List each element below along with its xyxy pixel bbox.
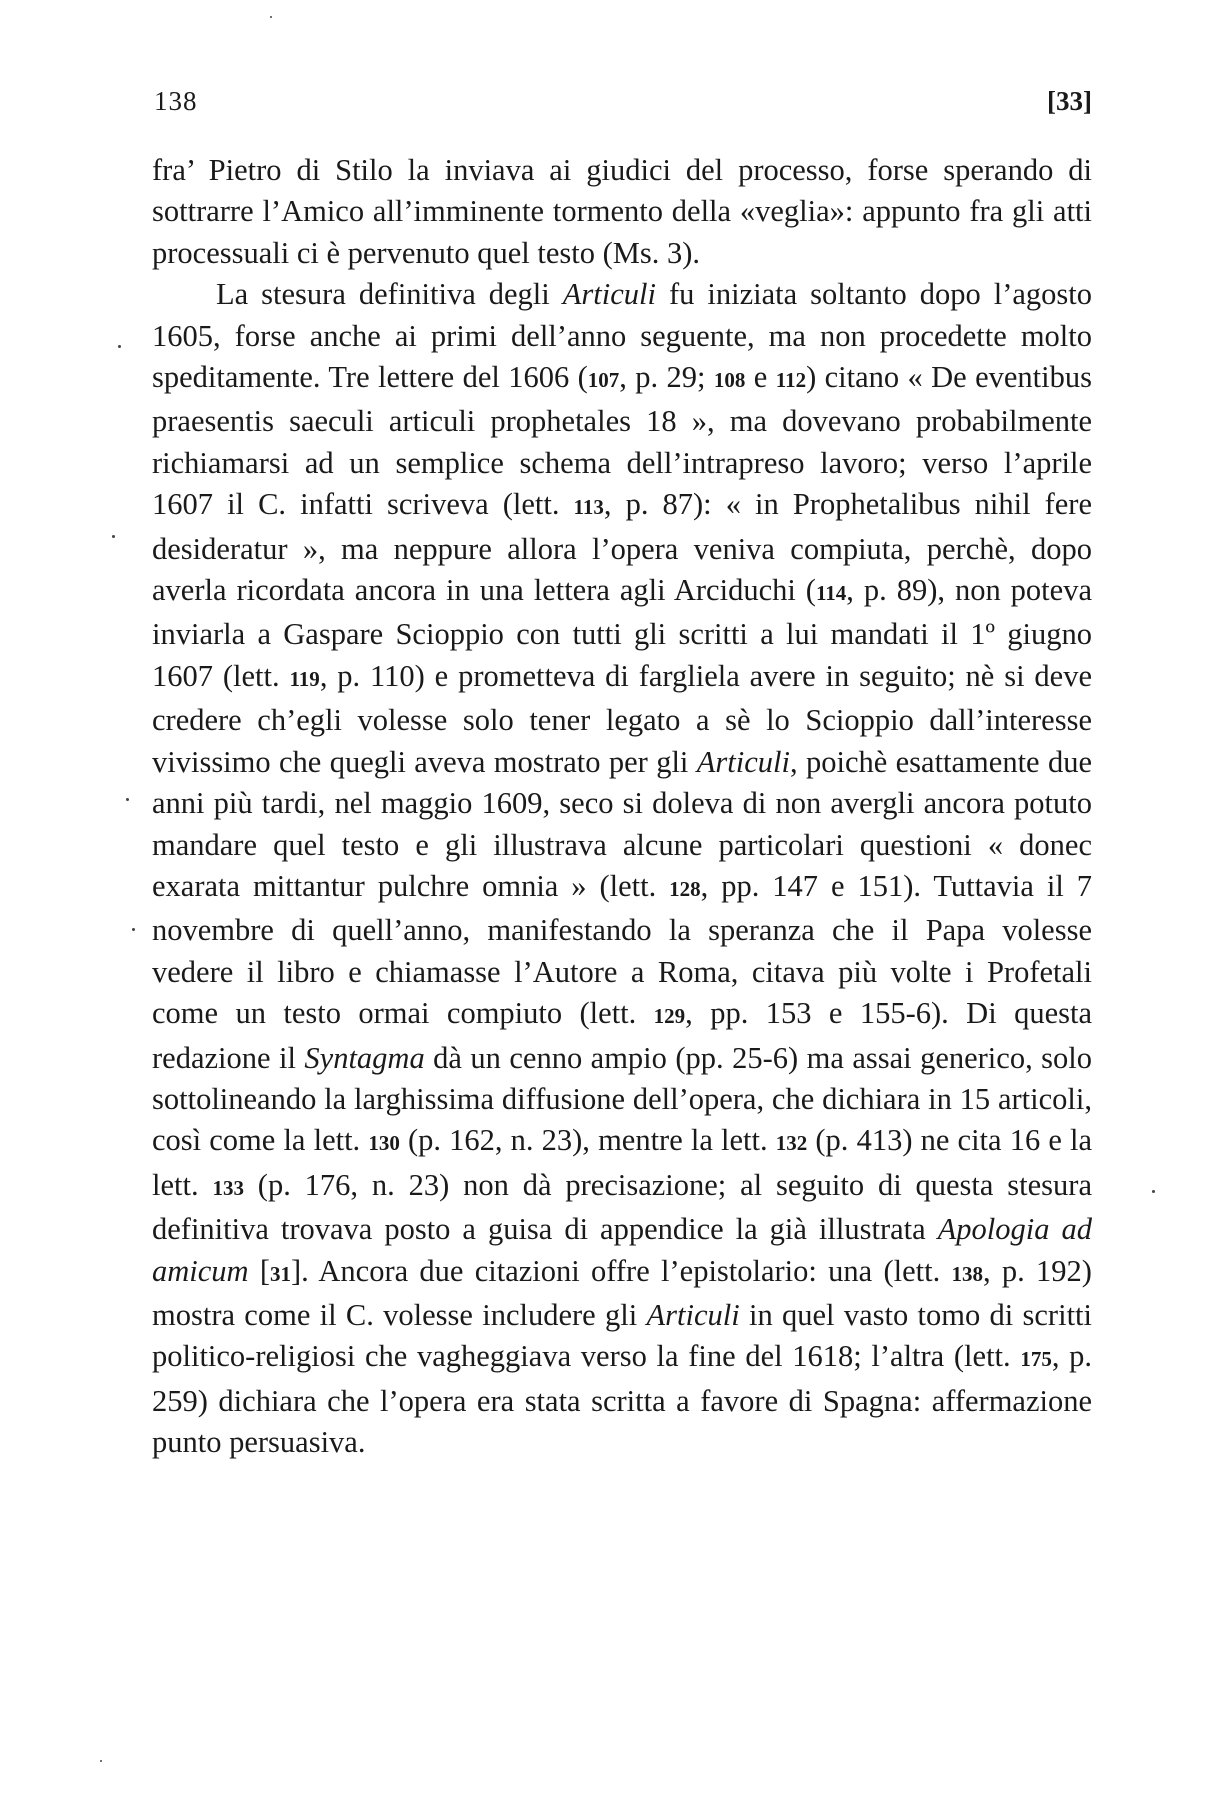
scan-speck bbox=[270, 16, 272, 18]
paragraph-1-text: fra’ Pietro di Stilo la inviava ai giudici del processo, forse sperando di sottrarre l’Amico all’imminente tormento della «veglia»: appunto fra gli atti processuali ci è pervenuto quel testo (Ms. 3). bbox=[152, 153, 1092, 270]
work-title-articuli: Articuli bbox=[562, 277, 656, 312]
letter-ref: 107 bbox=[587, 368, 620, 393]
text-run: , p. 29; bbox=[619, 360, 714, 395]
scan-speck bbox=[100, 1760, 102, 1762]
letter-ref: 119 bbox=[289, 666, 320, 691]
scan-speck bbox=[132, 928, 135, 931]
text-run: (p. 176, n. 23) non dà precisazione; al seguito di questa stesura definitiva trovava posto a guisa di appendice la già illustrata bbox=[152, 1167, 1092, 1247]
text-run: dà un cenno ampio (pp. 25-6) ma assai generico, solo sottolineando la larghissima diffusione dell’opera, che dichiara in 15 articoli, così come la lett. bbox=[152, 1040, 1093, 1158]
text-run: , p. 87): « in Prophetalibus nihil fere desideratur », ma neppure allora l’opera veniva compiuta, perchè, dopo averla ricordata ancora in una lettera agli Arciduchi ( bbox=[152, 487, 1093, 608]
work-title-articuli: Articuli bbox=[696, 744, 790, 779]
text-run: , poichè esattamente due anni più tardi, nel maggio 1609, seco si doleva di non avergli ancora potuto mandare quel testo e gli illustrava alcune particolari questioni « donec exarata mittantur pulchre omnia » (lett. bbox=[152, 744, 1092, 903]
letter-ref: 114 bbox=[815, 581, 847, 606]
letter-ref: 108 bbox=[713, 368, 746, 393]
letter-ref: 175 bbox=[1020, 1347, 1052, 1372]
text-run: in quel vasto tomo di scritti politico-religiosi che vagheggiava verso la fine del 1618; l’altra (lett. bbox=[152, 1297, 1092, 1374]
work-title-syntagma: Syntagma bbox=[304, 1040, 425, 1075]
text-run: , p. 89), non poteva inviarla a Gaspare Scioppio con tutti gli scritti a lui mandati il 1º giugno 1607 (lett. bbox=[152, 573, 1092, 693]
text-run: (p. 162, n. 23), mentre la lett. bbox=[399, 1123, 776, 1158]
scan-speck bbox=[118, 345, 121, 348]
text-run: , p. 259) dichiara che l’opera era stata scritta a favore di Spagna: affermazione punto persuasiva. bbox=[152, 1339, 1093, 1460]
text-run: , p. 110) e prometteva di fargliela avere in seguito; nè si deve credere ch’egli volesse solo tener legato a sè lo Scioppio dall’interesse vivissimo che quegli aveva mostrato per gli bbox=[152, 658, 1092, 779]
letter-ref: 130 bbox=[368, 1131, 400, 1156]
letter-ref: 112 bbox=[775, 368, 807, 393]
text-run: (p. 413) ne cita 16 e la lett. bbox=[152, 1123, 1093, 1202]
text-run: La stesura definitiva degli bbox=[216, 277, 563, 312]
letter-ref: 128 bbox=[669, 876, 701, 901]
letter-ref: 132 bbox=[775, 1131, 808, 1156]
letter-ref: 113 bbox=[573, 495, 604, 520]
paragraph-2 bbox=[152, 274, 1092, 1463]
letter-ref: 138 bbox=[951, 1261, 983, 1286]
work-title-apologia: Apologia ad amicum bbox=[152, 1212, 1092, 1288]
page-header bbox=[154, 86, 1092, 126]
page-number: 138 bbox=[154, 86, 198, 116]
section-ref: 31 bbox=[270, 1261, 292, 1286]
text-run: ]. Ancora due citazioni offre l’epistolario: una (lett. bbox=[291, 1253, 952, 1288]
text-run: , pp. 147 e 151). Tuttavia il 7 novembre di quell’anno, manifestando la speranza che il Papa volesse vedere il libro e chiamasse l’Autore a Roma, citava più volte i Profetali come un testo ormai compiuto (lett. bbox=[152, 868, 1092, 1031]
text-run: e bbox=[745, 360, 776, 395]
work-title-articuli: Articuli bbox=[646, 1297, 740, 1332]
text-run: fu iniziata soltanto dopo l’agosto 1605, forse anche ai primi dell’anno seguente, ma non procedette molto speditamente. Tre lettere del 1606 ( bbox=[152, 277, 1092, 395]
text-run: [ bbox=[248, 1253, 271, 1288]
scan-speck bbox=[126, 798, 129, 801]
paragraph-1 bbox=[152, 150, 1092, 274]
letter-ref: 129 bbox=[653, 1004, 686, 1029]
text-run: , p. 192) mostra come il C. volesse includere gli bbox=[152, 1253, 1092, 1332]
body-text bbox=[152, 150, 1092, 1464]
text-run: , pp. 153 e 155-6). Di questa redazione il bbox=[152, 996, 1092, 1075]
letter-ref: 133 bbox=[212, 1175, 244, 1200]
section-number: [33] bbox=[1047, 86, 1092, 116]
scan-speck bbox=[1152, 1190, 1155, 1193]
text-run: ) citano « De eventibus praesentis saeculi articuli prophetales 18 », ma dovevano probabilmente richiamarsi ad un semplice schema dell’intrapreso lavoro; verso l’aprile 1607 il C. infatti scriveva (lett. bbox=[152, 360, 1092, 522]
scan-speck bbox=[112, 535, 115, 538]
